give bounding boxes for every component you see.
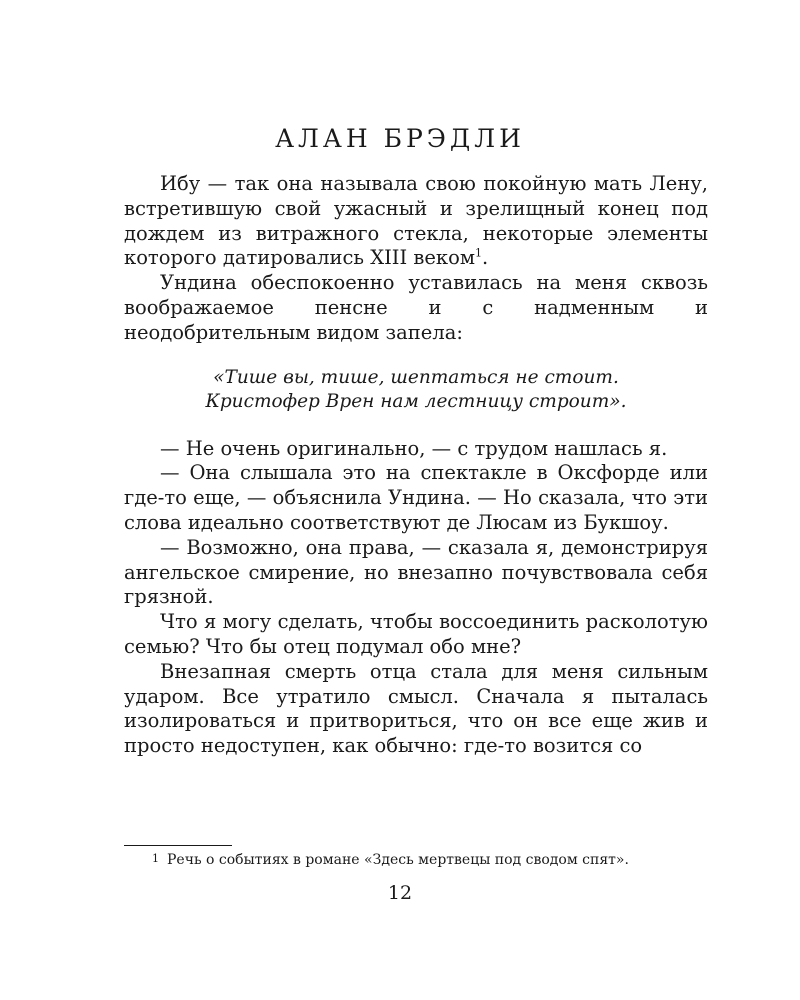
paragraph-1-text: Ибу — так она называла свою покойную мать Лену, встретившую свой ужасный и зрелищный конец под дождем из витражного стекла, некоторые элементы которого датировались XIII веком (124, 172, 708, 270)
footnote-reference[interactable]: 1 (475, 246, 482, 260)
paragraph-3: — Не очень оригинально, — с трудом нашлась я. (160, 436, 668, 460)
footnote-mark: 1 (152, 852, 159, 865)
paragraph-2: Ундина обеспокоенно уставилась на меня сквозь воображаемое пенсне и с надменным и неодобрительным видом запела: (124, 271, 708, 344)
paragraph-7: Внезапная смерть отца стала для меня сильным ударом. Все утратило смысл. Сначала я пыталась изолироваться и притвориться, что он все еще жив и просто недоступен, как обычно: где-то возится со (124, 659, 708, 758)
poem-quote (124, 366, 708, 415)
running-head: АЛАН БРЭДЛИ (275, 124, 525, 153)
footnote-divider (124, 845, 232, 846)
poem-line-1: «Тише вы, тише, шептаться не стоит. (213, 366, 619, 388)
paragraph-1 (124, 172, 708, 271)
poem-line-2: Кристофер Врен нам лестницу строит». (205, 391, 627, 413)
paragraph-5: — Возможно, она права, — сказала я, демонстрируя ангельское смирение, но внезапно почувствовала себя грязной. (124, 535, 708, 609)
paragraph-6: Что я могу сделать, чтобы воссоединить расколотую семью? Что бы отец подумал обо мне? (124, 610, 708, 658)
footnote-text: Речь о событиях в романе «Здесь мертвецы под сводом спят». (167, 852, 629, 868)
paragraph-1-end: . (482, 246, 489, 270)
paragraph-4: — Она слышала это на спектакле в Оксфорде или где-то еще, — объяснила Ундина. — Но сказала, что эти слова идеально соответствуют де Люсам из Букшоу. (124, 461, 708, 534)
footnote (152, 851, 629, 869)
page-number: 12 (387, 882, 413, 904)
body-text (124, 172, 708, 759)
